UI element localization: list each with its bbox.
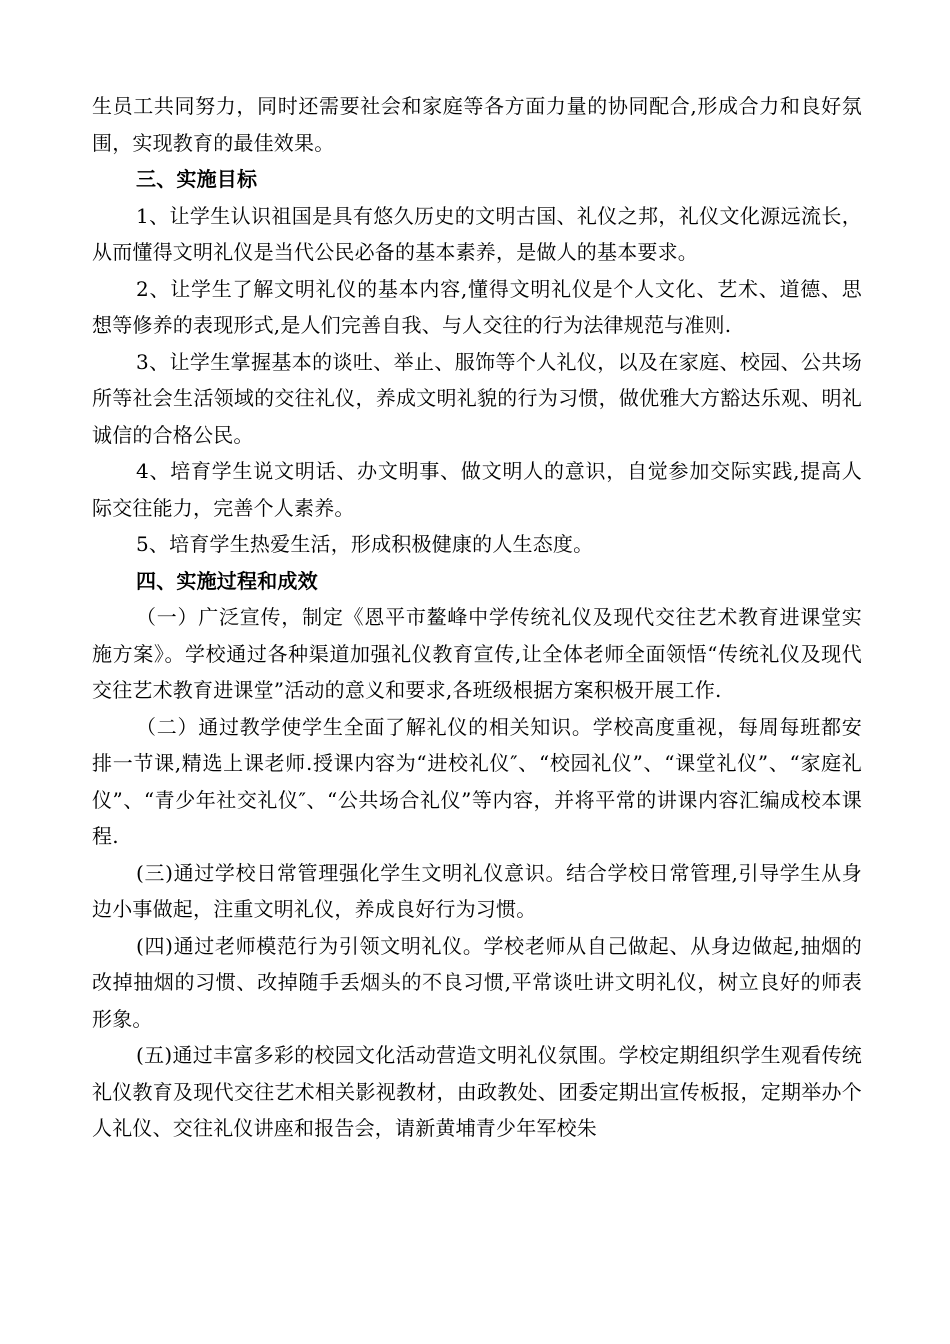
- process-item-3: (三)通过学校日常管理强化学生文明礼仪意识。结合学校日常管理,引导学生从身边小事做起，注重文明礼仪，养成良好行为习惯。: [92, 860, 862, 921]
- process-item-2: （二）通过教学使学生全面了解礼仪的相关知识。学校高度重视，每周每班都安排一节课,精选上课老师.授课内容为“进校礼仪″、“校园礼仪”、“课堂礼仪”、“家庭礼仪”、“青少年社交礼仪″、“公共场合礼仪”等内容，并将平常的讲课内容汇编成校本课程.: [92, 714, 862, 848]
- process-item-1: （一）广泛宣传，制定《恩平市鳌峰中学传统礼仪及现代交往艺术教育进课堂实施方案》。学校通过各种渠道加强礼仪教育宣传,让全体老师全面领悟“传统礼仪及现代交往艺术教育进课堂”活动的意义和要求,各班级根据方案积极开展工作.: [92, 605, 862, 702]
- goal-item-5: 5、培育学生热爱生活，形成积极健康的人生态度。: [136, 532, 594, 556]
- process-item-4: (四)通过老师模范行为引领文明礼仪。学校老师从自己做起、从身边做起,抽烟的改掉抽烟的习惯、改掉随手丢烟头的不良习惯,平常谈吐讲文明礼仪，树立良好的师表形象。: [92, 933, 862, 1031]
- goal-item-2: 2、让学生了解文明礼仪的基本内容,懂得文明礼仪是个人文化、艺术、道德、思想等修养的表现形式,是人们完善自我、与人交往的行为法律规范与准则.: [92, 276, 862, 337]
- process-item-5: (五)通过丰富多彩的校园文化活动营造文明礼仪氛围。学校定期组织学生观看传统礼仪教育及现代交往艺术相关影视教材，由政教处、团委定期出宣传板报，定期举办个人礼仪、交往礼仪讲座和报告会，请新黄埔青少年军校朱: [92, 1043, 862, 1140]
- goal-item-3: 3、让学生掌握基本的谈吐、举止、服饰等个人礼仪，以及在家庭、校园、公共场所等社会生活领域的交往礼仪，养成文明礼貌的行为习惯，做优雅大方豁达乐观、明礼诚信的合格公民。: [92, 349, 862, 447]
- goal-item-4: 4、培育学生说文明话、办文明事、做文明人的意识，自觉参加交际实践,提高人际交往能力，完善个人素养。: [92, 459, 862, 520]
- paragraph-continuation: 生员工共同努力，同时还需要社会和家庭等各方面力量的协同配合,形成合力和良好氛围，实现教育的最佳效果。: [92, 94, 862, 155]
- goal-item-1: 1、让学生认识祖国是具有悠久历史的文明古国、礼仪之邦，礼仪文化源远流长，从而懂得文明礼仪是当代公民必备的基本素养，是做人的基本要求。: [92, 203, 862, 264]
- section-heading-goals: 三、实施目标: [136, 167, 258, 191]
- section-heading-process: 四、实施过程和成效: [136, 568, 318, 593]
- document-page: [92, 88, 862, 1147]
